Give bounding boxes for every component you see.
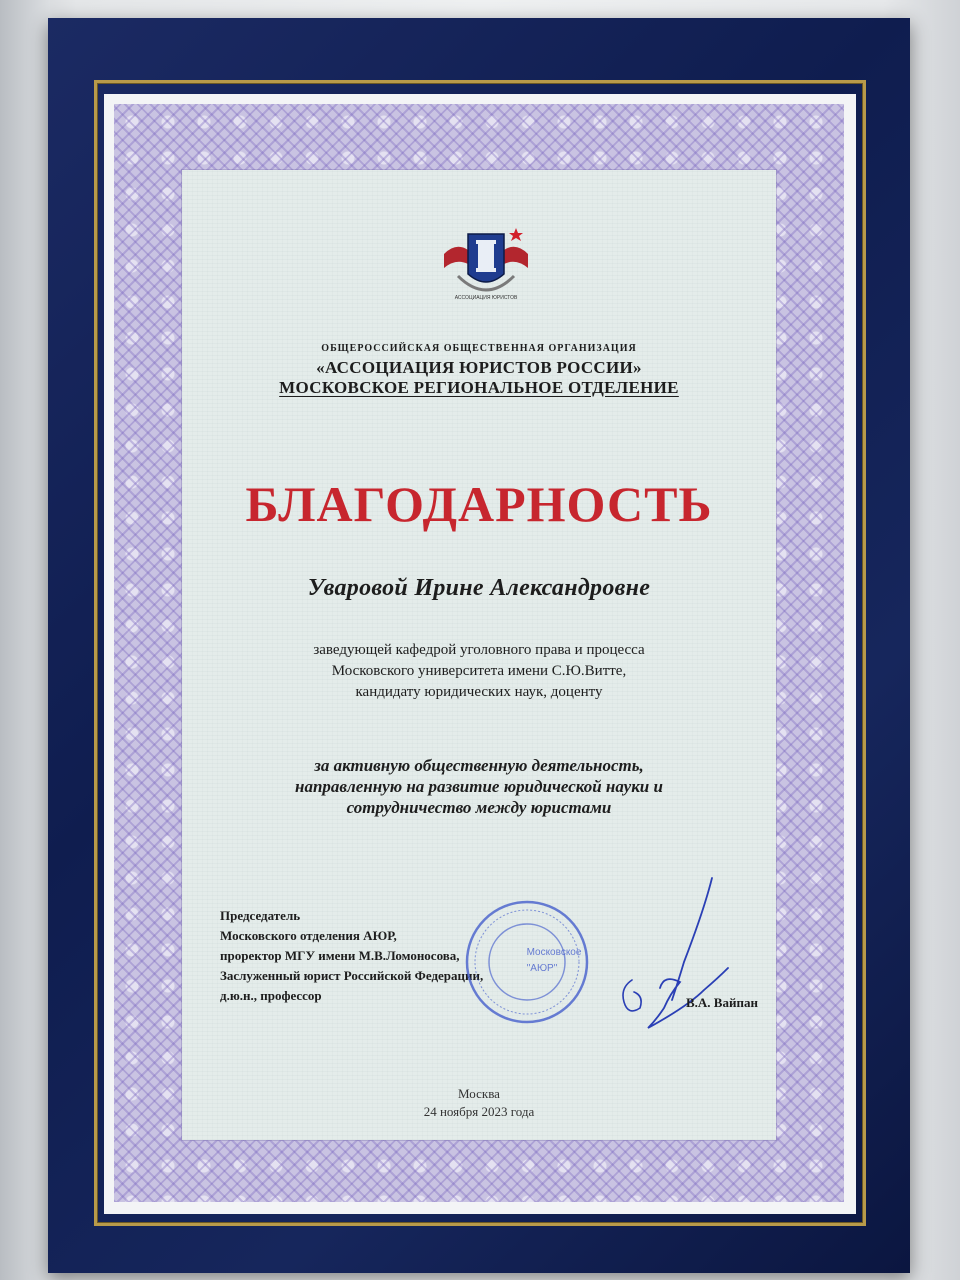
signer-line: проректор МГУ имени М.В.Ломоносова, <box>220 948 460 963</box>
stamp-text: "АЮР" <box>526 963 558 974</box>
emblem-motto: АССОЦИАЦИЯ ЮРИСТОВ <box>454 295 518 301</box>
official-stamp-icon <box>462 897 592 1027</box>
position-line: кандидату юридических наук, доценту <box>355 684 603 700</box>
date: 24 ноября 2023 года <box>423 1104 535 1119</box>
recipient-name: Уваровой Ирине Александровне <box>307 575 651 601</box>
place: Москва <box>458 1086 500 1101</box>
signer-name: В.А. Вайпан <box>686 995 758 1010</box>
place-and-date <box>182 1085 776 1121</box>
wall-background <box>0 0 50 1280</box>
signer-line: Московского отделения АЮР, <box>220 928 397 943</box>
signer-line: Заслуженный юрист Российской Федерации, <box>220 968 484 983</box>
recipient-position <box>182 640 776 703</box>
signer-title <box>220 906 483 1006</box>
stamp-text: Московское <box>526 947 582 958</box>
guilloche-border <box>114 104 844 1202</box>
org-name: «АССОЦИАЦИЯ ЮРИСТОВ РОССИИ» <box>316 358 642 377</box>
org-type: ОБЩЕРОССИЙСКАЯ ОБЩЕСТВЕННАЯ ОРГАНИЗАЦИЯ <box>321 343 637 354</box>
association-emblem-icon <box>438 224 534 304</box>
award-reason <box>182 755 776 818</box>
signer-line: д.ю.н., профессор <box>220 988 322 1003</box>
certificate-body <box>182 170 776 1140</box>
picture-frame <box>48 18 910 1273</box>
document-heading: БЛАГОДАРНОСТЬ <box>245 476 713 532</box>
reason-line: направленную на развитие юридической науки и <box>295 777 663 796</box>
org-department: МОСКОВСКОЕ РЕГИОНАЛЬНОЕ ОТДЕЛЕНИЕ <box>279 378 679 397</box>
certificate <box>104 94 856 1214</box>
signer-line: Председатель <box>220 908 301 923</box>
reason-line: сотрудничество между юристами <box>346 798 612 817</box>
reason-line: за активную общественную деятельность, <box>314 756 644 775</box>
handwritten-signature <box>592 870 732 1050</box>
position-line: заведующей кафедрой уголовного права и процесса <box>313 642 645 658</box>
position-line: Московского университета имени С.Ю.Витте, <box>331 663 627 679</box>
